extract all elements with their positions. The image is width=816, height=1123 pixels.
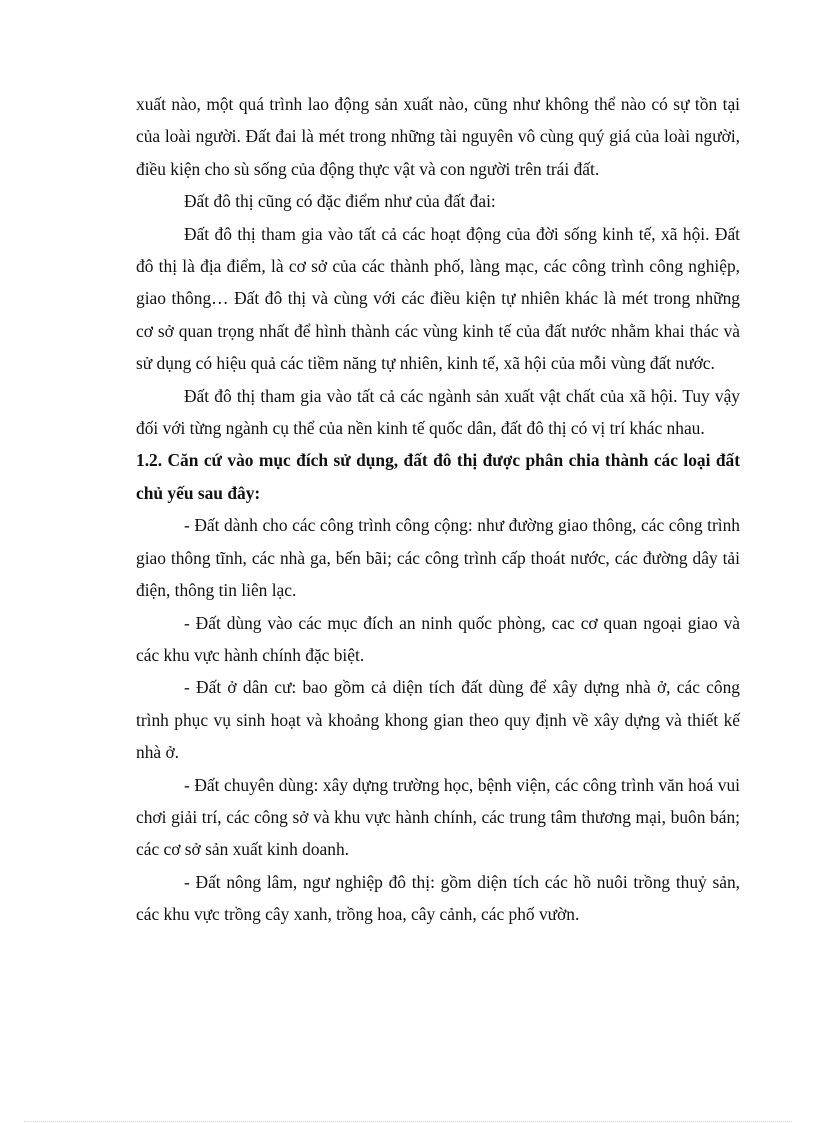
- list-item-defense-land: - Đất dùng vào các mục đích an ninh quốc phòng, cac cơ quan ngoại giao và các khu vực hành chính đặc biệt.: [136, 612, 740, 665]
- page-bottom-divider: [24, 1121, 792, 1122]
- document-page: [136, 88, 740, 931]
- list-item-public-works-land: - Đất dành cho các công trình công cộng: như đường giao thông, các công trình giao thông tĩnh, các nhà ga, bến bãi; các công trình cấp thoát nước, các đường dây tải điện, thông tin liên lạc.: [136, 515, 740, 601]
- section-heading-1-2: 1.2. Căn cứ vào mục đích sử dụng, đất đô thị được phân chia thành các loại đất chủ yếu sau đây:: [136, 450, 740, 503]
- paragraph-urban-land-production-sectors: Đất đô thị tham gia vào tất cả các ngành sản xuất vật chất của xã hội. Tuy vậy đối với từng ngành cụ thể của nền kinh tế quốc dân, đất đô thị có vị trí khác nhau.: [136, 385, 740, 439]
- list-item-special-use-land: - Đất chuyên dùng: xây dựng trường học, bệnh viện, các công trình văn hoá vui chơi giải trí, các công sở và khu vực hành chính, các trung tâm thương mại, buôn bán; các cơ sở sản xuất kinh doanh.: [136, 774, 740, 860]
- list-item-residential-land: - Đất ở dân cư: bao gồm cả diện tích đất dùng để xây dựng nhà ở, các công trình phục vụ sinh hoạt và khoảng khong gian theo quy định về xây dựng và thiết kế nhà ở.: [136, 677, 740, 763]
- paragraph-urban-land-characteristics: Đất đô thị cũng có đặc điểm như của đất đai:: [184, 191, 496, 212]
- paragraph-urban-land-economic-activities: Đất đô thị tham gia vào tất cả các hoạt động của đời sống kinh tế, xã hội. Đất đô thị là địa điểm, là cơ sở của các thành phố, làng mạc, các công trình công nghiệp, giao thông… Đất đô thị và cùng với các điều kiện tự nhiên khác là mét trong những cơ sở quan trọng nhất để hình thành các vùng kinh tế của đất nước nhằm khai thác và sử dụng có hiệu quả các tiềm năng tự nhiên, kinh tế, xã hội của mỗi vùng đất nước.: [136, 223, 740, 374]
- list-item-agro-forestry-land: - Đất nông lâm, ngư nghiệp đô thị: gồm diện tích các hồ nuôi trồng thuỷ sản, các khu vực trồng cây xanh, trồng hoa, cây cảnh, các phố vườn.: [136, 871, 740, 925]
- paragraph-continuation: xuất nào, một quá trình lao động sản xuất nào, cũng như không thể nào có sự tồn tại của loài người. Đất đai là mét trong những tài nguyên vô cùng quý giá của loài người, điều kiện cho sù sống của động thực vật và con người trên trái đất.: [136, 94, 740, 179]
